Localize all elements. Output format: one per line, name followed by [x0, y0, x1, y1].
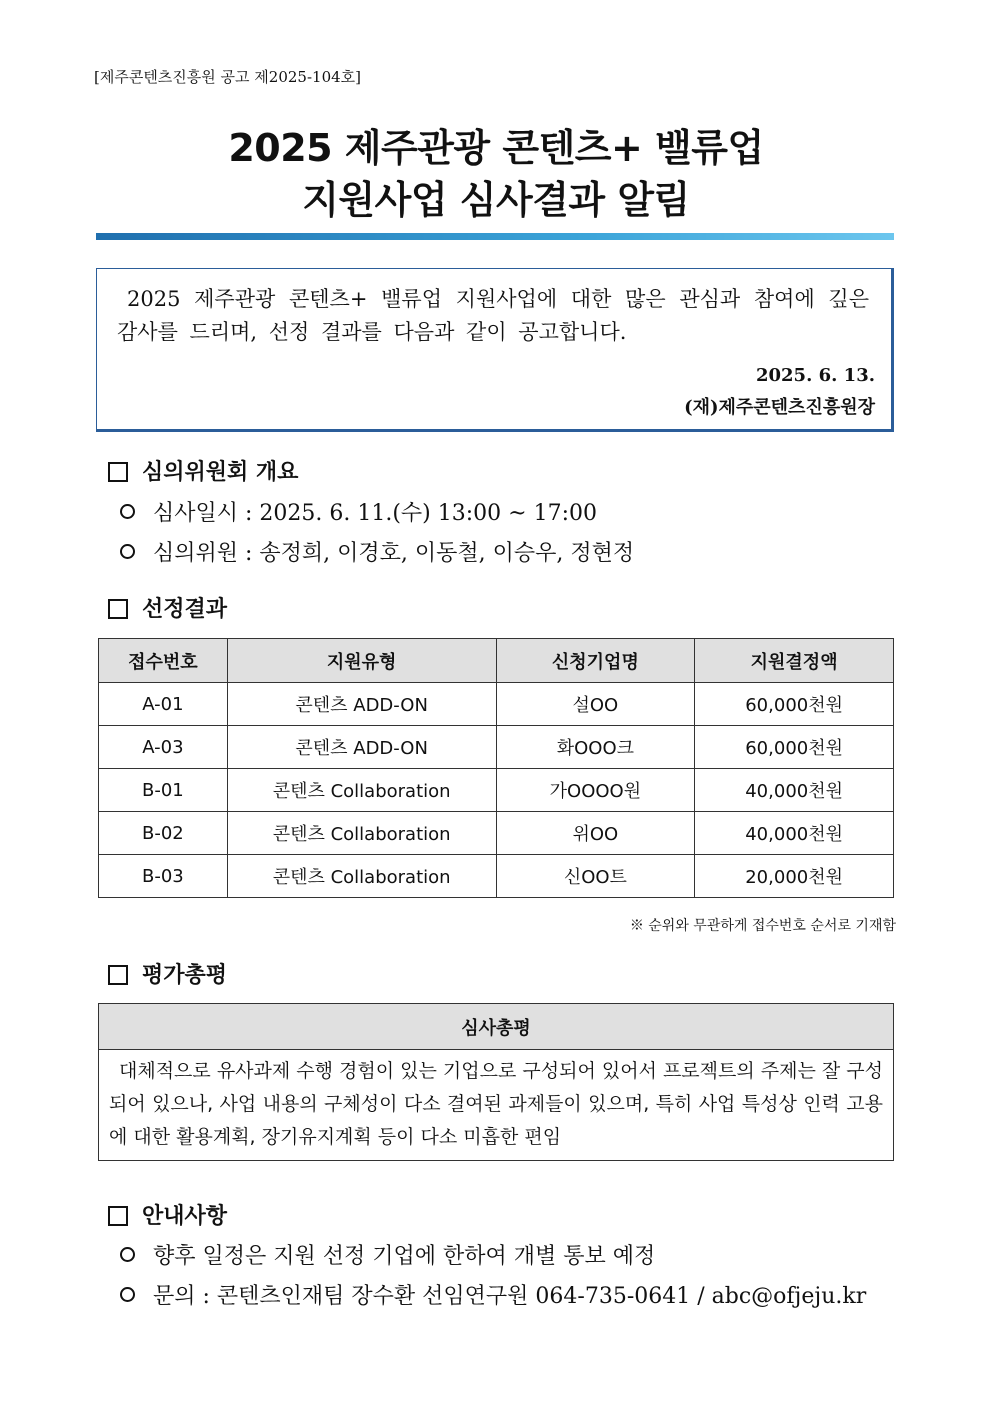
checkbox-icon	[108, 462, 128, 482]
support-type-cell: 콘텐츠 Collaboration	[227, 812, 496, 855]
title-line-1: 2025 제주관광 콘텐츠+ 밸류업	[228, 126, 764, 170]
company-name-cell: 화OOO크	[496, 726, 695, 769]
company-name-cell: 신OO트	[496, 855, 695, 898]
column-header: 신청기업명	[496, 639, 695, 683]
column-header: 지원유형	[227, 639, 496, 683]
committee-members-text: 심의위원 : 송정희, 이경호, 이동철, 이승우, 정현정	[153, 541, 635, 566]
committee-item-members	[120, 536, 634, 567]
company-name-cell: 설OO	[496, 683, 695, 726]
table-header-row	[99, 639, 894, 683]
section-selection-label: 선정결과	[142, 596, 228, 622]
support-type-cell: 콘텐츠 Collaboration	[227, 769, 496, 812]
evaluation-summary-table	[98, 1003, 894, 1161]
issuing-organization: (재)제주콘텐츠진흥원장	[684, 397, 875, 418]
intro-box	[96, 268, 894, 432]
receipt-number-cell: B-03	[99, 855, 228, 898]
receipt-number-cell: B-01	[99, 769, 228, 812]
circle-bullet-icon	[120, 544, 135, 559]
announcement-date: 2025. 6. 13.	[755, 365, 875, 386]
section-committee-heading	[108, 455, 298, 486]
guidance-item-schedule	[120, 1239, 655, 1270]
table-footnote: ※ 순위와 무관하게 접수번호 순서로 기재함	[629, 918, 896, 934]
table-row	[99, 683, 894, 726]
evaluation-summary-text: 대체적으로 유사과제 수행 경험이 있는 기업으로 구성되어 있어서 프로젝트의 주제는 잘 구성되어 있으나, 사업 내용의 구체성이 다소 결여된 과제들이 있으며, 특히 사업 특성상 인력 고용에 대한 활용계획, 장기유지계획 등이 다소 미흡한 편임	[99, 1050, 894, 1161]
support-type-cell: 콘텐츠 ADD-ON	[227, 683, 496, 726]
column-header: 심사총평	[99, 1004, 894, 1050]
committee-item-date	[120, 496, 597, 527]
support-amount-cell: 40,000천원	[695, 812, 894, 855]
support-amount-cell: 60,000천원	[695, 683, 894, 726]
table-row	[99, 1050, 894, 1161]
receipt-number-cell: B-02	[99, 812, 228, 855]
table-row	[99, 726, 894, 769]
title-line-2: 지원사업 심사결과 알림	[302, 178, 690, 222]
checkbox-icon	[108, 965, 128, 985]
section-evaluation-heading	[108, 958, 227, 989]
notice-number: [제주콘텐츠진흥원 공고 제2025-104호]	[94, 68, 361, 86]
guidance-contact-text: 문의 : 콘텐츠인재팀 장수환 선임연구원 064-735-0641 / abc@ofjeju.kr	[153, 1284, 867, 1309]
column-header: 지원결정액	[695, 639, 894, 683]
company-name-cell: 가OOOO원	[496, 769, 695, 812]
receipt-number-cell: A-01	[99, 683, 228, 726]
title-underline-bar	[96, 233, 894, 240]
circle-bullet-icon	[120, 1287, 135, 1302]
support-amount-cell: 60,000천원	[695, 726, 894, 769]
table-row	[99, 855, 894, 898]
receipt-number-cell: A-03	[99, 726, 228, 769]
checkbox-icon	[108, 599, 128, 619]
table-header-row	[99, 1004, 894, 1050]
guidance-item-contact	[120, 1279, 866, 1310]
column-header: 접수번호	[99, 639, 228, 683]
section-guidance-label: 안내사항	[142, 1203, 228, 1229]
section-evaluation-label: 평가총평	[142, 962, 228, 988]
section-selection-heading	[108, 592, 227, 623]
guidance-schedule-text: 향후 일정은 지원 선정 기업에 한하여 개별 통보 예정	[153, 1244, 656, 1269]
table-row	[99, 769, 894, 812]
support-amount-cell: 20,000천원	[695, 855, 894, 898]
company-name-cell: 위OO	[496, 812, 695, 855]
committee-date-text: 심사일시 : 2025. 6. 11.(수) 13:00 ~ 17:00	[153, 501, 597, 526]
support-amount-cell: 40,000천원	[695, 769, 894, 812]
section-committee-label: 심의위원회 개요	[142, 459, 299, 485]
checkbox-icon	[108, 1206, 128, 1226]
support-type-cell: 콘텐츠 Collaboration	[227, 855, 496, 898]
page-title	[0, 122, 992, 226]
selection-results-table	[98, 638, 894, 898]
support-type-cell: 콘텐츠 ADD-ON	[227, 726, 496, 769]
table-row	[99, 812, 894, 855]
circle-bullet-icon	[120, 1247, 135, 1262]
circle-bullet-icon	[120, 504, 135, 519]
section-guidance-heading	[108, 1199, 227, 1230]
intro-text: 2025 제주관광 콘텐츠+ 밸류업 지원사업에 대한 많은 관심과 참여에 깊은 감사를 드리며, 선정 결과를 다음과 같이 공고합니다.	[117, 287, 869, 344]
